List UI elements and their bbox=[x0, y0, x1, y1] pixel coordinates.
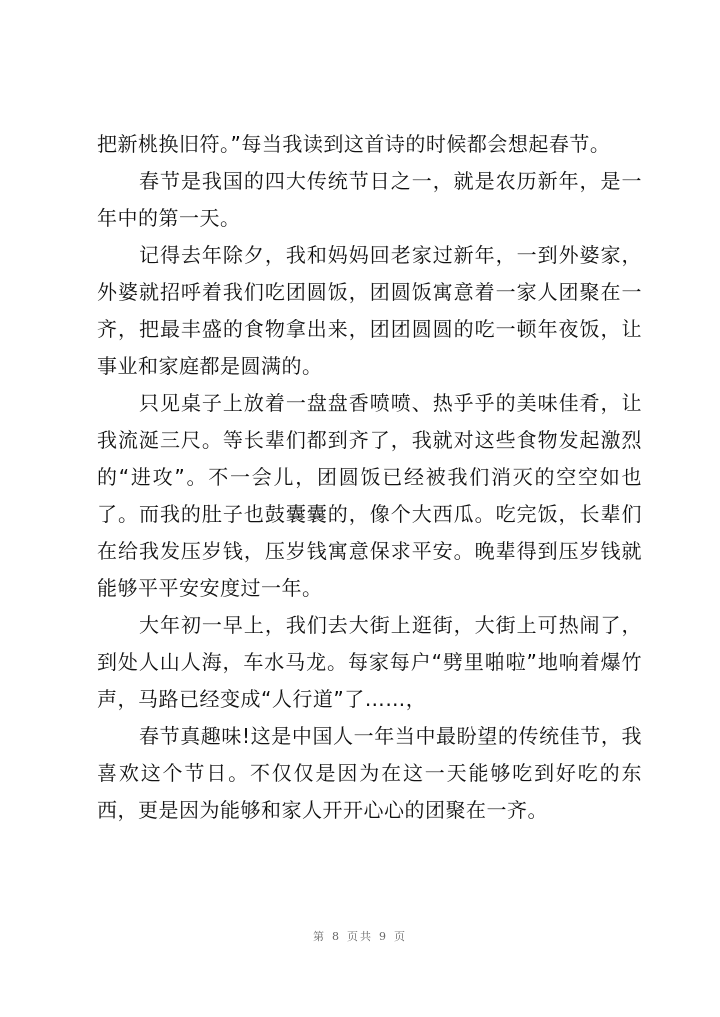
footer-page-number: 8 bbox=[332, 930, 341, 943]
footer-total-pages: 9 bbox=[379, 930, 388, 943]
page-number-footer bbox=[0, 928, 720, 944]
footer-suffix: 页 bbox=[394, 930, 407, 943]
paragraph-3: 记得去年除夕，我和妈妈回老家过新年，一到外婆家，外婆就招呼着我们吃团圆饭，团圆饭寓意着一家人团聚在一齐，把最丰盛的食物拿出来，团团圆圆的吃一顿年夜饭，让事业和家庭都是圆满的。 bbox=[97, 243, 642, 378]
footer-middle: 页共 bbox=[347, 930, 373, 943]
footer-prefix: 第 bbox=[313, 930, 326, 943]
article-body bbox=[97, 126, 642, 829]
paragraph-4: 只见桌子上放着一盘盘香喷喷、热乎乎的美味佳肴，让我流涎三尺。等长辈们都到齐了，我就对这些食物发起激烈的“进攻”。不一会儿，团圆饭已经被我们消灭的空空如也了。而我的肚子也鼓囊囊的，像个大西瓜。吃完饭，长辈们在给我发压岁钱，压岁钱寓意保求平安。晚辈得到压岁钱就能够平平安安度过一年。 bbox=[97, 391, 642, 600]
paragraph-2: 春节是我国的四大传统节日之一，就是农历新年，是一年中的第一天。 bbox=[97, 169, 642, 230]
paragraph-5: 大年初一早上，我们去大街上逛街，大街上可热闹了，到处人山人海，车水马龙。每家每户“劈里啪啦”地响着爆竹声，马路已经变成“人行道”了……， bbox=[97, 613, 642, 711]
paragraph-1: 把新桃换旧符。”每当我读到这首诗的时候都会想起春节。 bbox=[97, 132, 611, 156]
paragraph-6: 春节真趣味!这是中国人一年当中最盼望的传统佳节，我喜欢这个节日。不仅仅是因为在这一天能够吃到好吃的东西，更是因为能够和家人开开心心的团聚在一齐。 bbox=[97, 724, 642, 822]
